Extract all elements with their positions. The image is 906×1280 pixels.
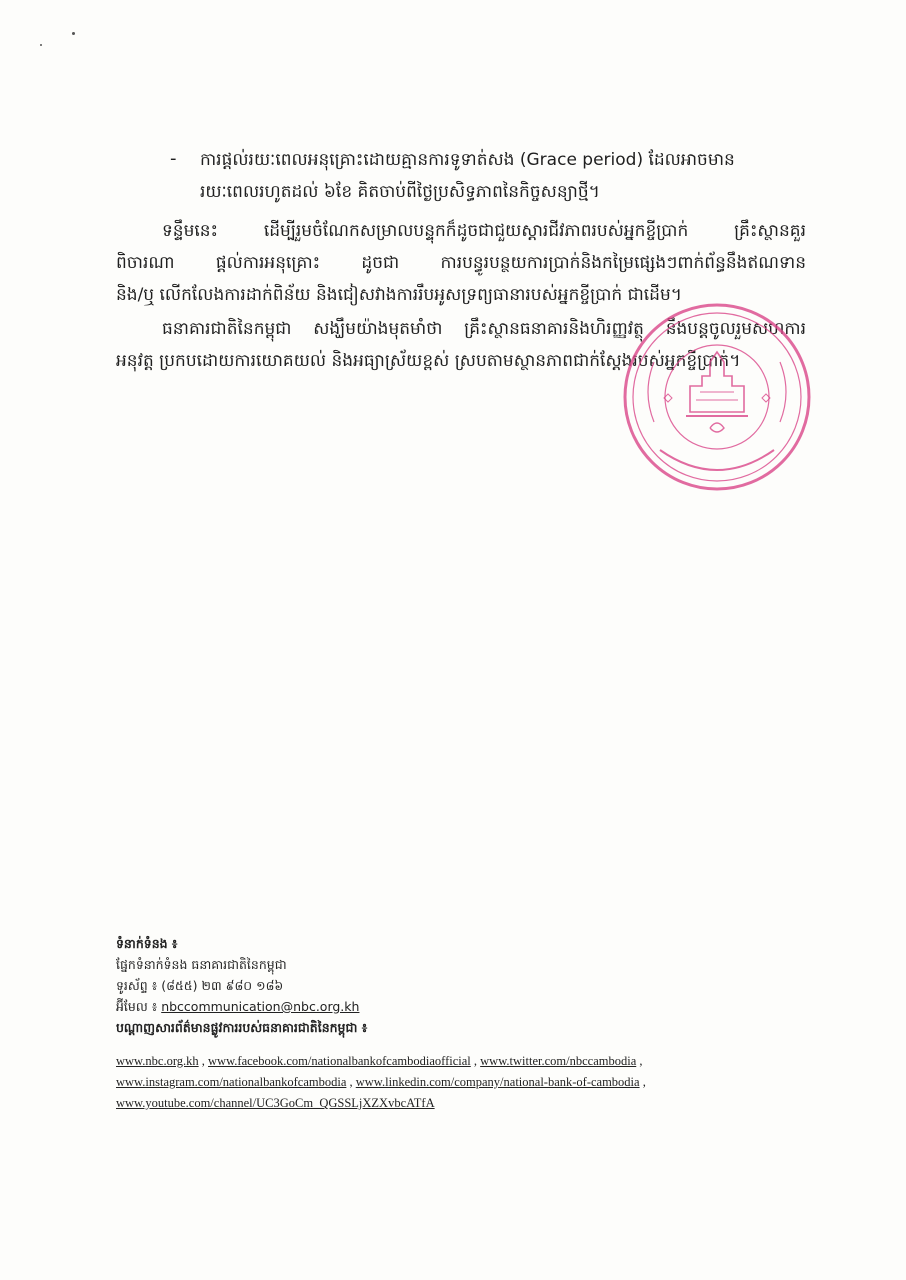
paragraph-relief-measures [116,215,806,311]
official-seal-icon [620,300,814,494]
link-separator: , [198,1054,209,1068]
links-row [116,1072,826,1093]
contact-block [116,933,816,1038]
contact-heading: ទំនាក់ទំនង ៖ [116,936,178,951]
social-links [116,1051,826,1114]
links-row [116,1093,826,1114]
instagram-link[interactable]: www.instagram.com/nationalbankofcambodia [116,1075,347,1089]
phone-label: ទូរស័ព្ទ ៖ [116,978,158,993]
bullet-text-line: ការផ្តល់រយៈពេលអនុគ្រោះដោយគ្មានការទូទាត់សង (Grace period) ដែលអាចមាន [200,150,735,170]
paragraph-line: ពិចារណា ផ្តល់ការអនុគ្រោះ ដូចជា ការបន្ធូរបន្ថយការប្រាក់និងកម្រៃផ្សេងៗពាក់ព័ន្ធនឹងឥណទាន [116,253,806,273]
link-separator: , [636,1054,643,1068]
contact-department: ផ្នែកទំនាក់ទំនង ធនាគារជាតិនៃកម្ពុជា [116,957,287,972]
scan-speck [40,44,42,46]
paragraph-line: និង/ឬ លើកលែងការដាក់ពិន័យ និងជៀសវាងការរឹបអូសទ្រព្យធានារបស់អ្នកខ្ចីប្រាក់ ជាដើម។ [116,285,682,305]
link-separator: , [346,1075,356,1089]
link-separator: , [639,1075,646,1089]
website-link[interactable]: www.nbc.org.kh [116,1054,199,1068]
contact-phone [116,975,816,996]
paragraph-line: អនុវត្ត ប្រកបដោយការយោគយល់ និងអធ្យាស្រ័យខ្ពស់ ស្របតាមស្ថានភាពជាក់ស្តែងរបស់អ្នកខ្ចីប្រាក់។ [116,351,741,371]
email-link[interactable]: nbccommunication@nbc.org.kh [161,999,360,1014]
social-heading: បណ្តាញសារព័ត៌មានផ្លូវការរបស់ធនាគារជាតិនៃកម្ពុជា ៖ [116,1020,368,1035]
email-label: អ៊ីមែល ៖ [116,999,158,1014]
bullet-text-line: រយៈពេលរហូតដល់ ៦ខែ គិតចាប់ពីថ្ងៃប្រសិទ្ធភាពនៃកិច្ចសន្យាថ្មី។ [200,182,600,202]
links-row [116,1051,826,1072]
link-separator: , [470,1054,481,1068]
scan-speck [72,32,75,35]
phone-number: (៨៥៥) ២៣ ៩៨០ ១៨៦ [161,978,284,993]
facebook-link[interactable]: www.facebook.com/nationalbankofcambodiaofficial [208,1054,471,1068]
youtube-link[interactable]: www.youtube.com/channel/UC3GoCm_QGSSLjXZXvbcATfA [116,1096,435,1110]
linkedin-link[interactable]: www.linkedin.com/company/national-bank-of-cambodia [355,1075,640,1089]
paragraph-line: ទន្ទឹមនេះ ដើម្បីរួមចំណែកសម្រាលបន្ទុកក៏ដូចជាជួយស្តារជីវភាពរបស់អ្នកខ្ចីប្រាក់ គ្រឹះស្ថានគួរ [162,221,806,241]
bullet-marker: - [170,148,177,169]
paragraph-line: ធនាគារជាតិនៃកម្ពុជា សង្ឃឹមយ៉ាងមុតមាំថា គ្រឹះស្ថានធនាគារនិងហិរញ្ញវត្ថុ នឹងបន្តចូលរួមសហការ [162,319,806,339]
contact-email [116,996,816,1017]
twitter-link[interactable]: www.twitter.com/nbccambodia [480,1054,637,1068]
